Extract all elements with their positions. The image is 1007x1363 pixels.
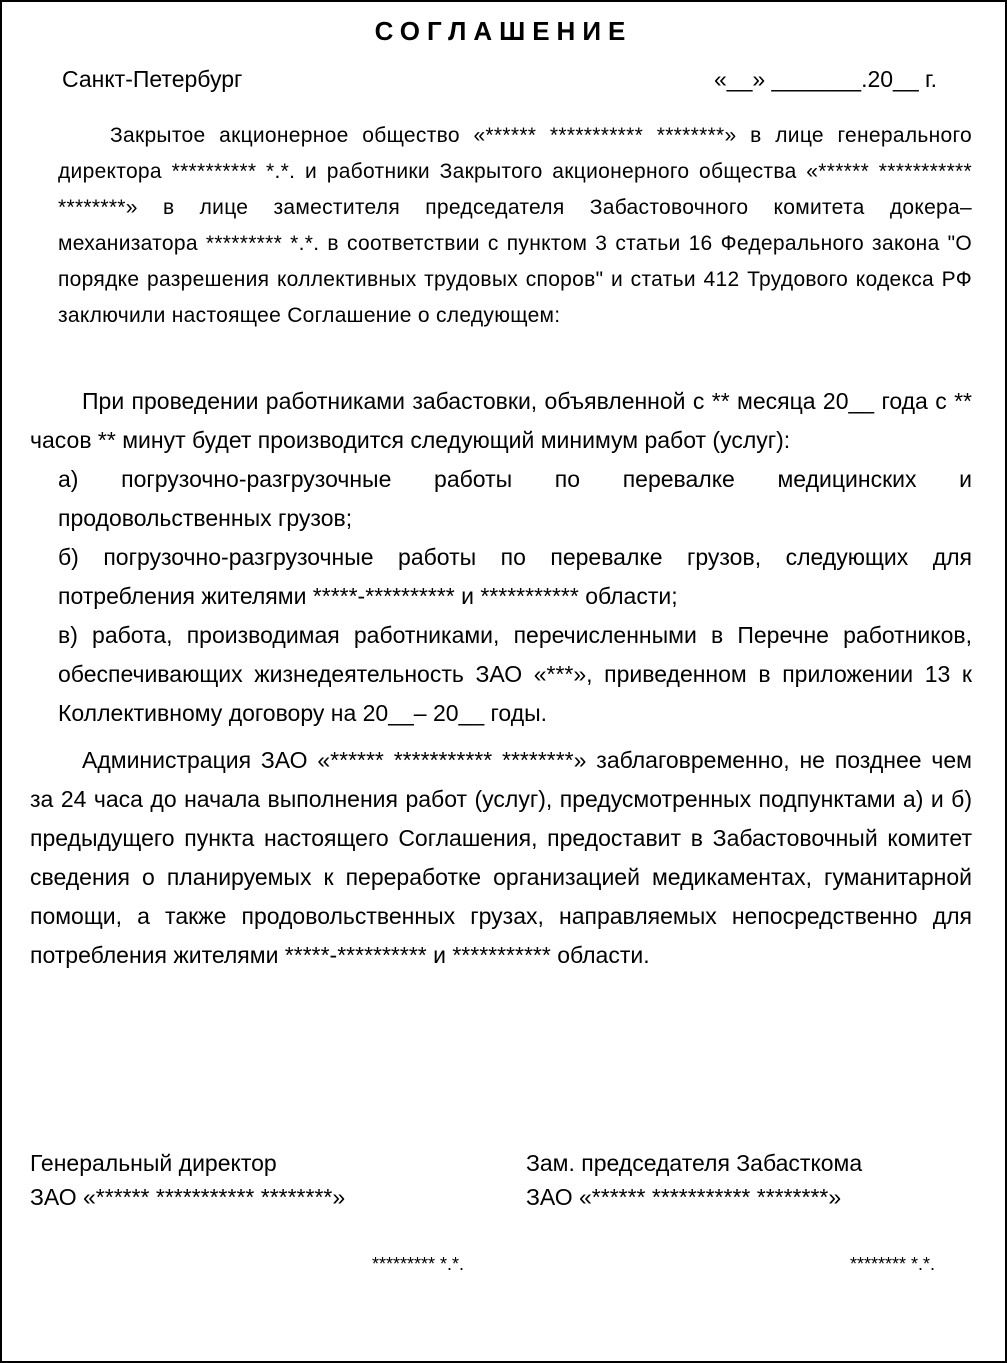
signature-block-left (30, 1146, 345, 1214)
signature-block-right (526, 1146, 862, 1214)
list-item: в) работа, производимая работниками, перечисленными в Перечне работников, обеспечивающих жизнедеятельность ЗАО «***», приведенном в приложении 13 к Коллективному договору на 20__– 20__ годы. (58, 622, 972, 726)
signatory-name-right: ******** *.*. (850, 1254, 936, 1274)
signatory-role: Генеральный директор (30, 1150, 277, 1176)
paragraph-administration: Администрация ЗАО «****** *********** ********» заблаговременно, не позднее чем за 24 часа до начала выполнения работ (услуг), предусмотренных подпунктами а) и б) предыдущего пункта настоящего Соглашения, предоставит в Забастовочный комитет сведения о планируемых к переработке организацией медикаментах, гуманитарной помощи, а также продовольственных грузах, направляемых непосредственно для потребления жителями *****-********** и *********** области. (30, 747, 972, 968)
signatory-org: ЗАО «****** *********** ********» (30, 1184, 346, 1210)
list-item: б) погрузочно-разгрузочные работы по перевалке грузов, следующих для потребления жителями *****-********** и *********** области; (58, 544, 972, 609)
agreement-body (30, 382, 972, 975)
signatory-role: Зам. председателя Забасткома (526, 1150, 863, 1176)
paragraph-minimum-works: При проведении работниками забастовки, объявленной с ** месяца 20__ года с ** часов ** минут будет производится следующий минимум работ (услуг): (30, 388, 972, 453)
list-item: а) погрузочно-разгрузочные работы по перевалке медицинских и продовольственных грузов; (58, 466, 972, 531)
document-date: «__» _______.20__ г. (713, 66, 937, 92)
signatory-org: ЗАО «****** *********** ********» (526, 1184, 842, 1210)
intro-paragraph: Закрытое акционерное общество «****** *********** ********» в лице генерального директора ********** *.*. и работники Закрытого акционерного общества «****** *********** ********» в лице заместителя председателя Забастовочного комитета докера–механизатора ********* *.*. в соответствии с пунктом 3 статьи 16 Федерального закона "О порядке разрешения коллективных трудовых споров" и статьи 412 Трудового кодекса РФ заключили настоящее Соглашение о следующем: (58, 124, 972, 327)
document-title: СОГЛАШЕНИЕ (374, 16, 633, 46)
city-name: Санкт-Петербург (62, 66, 243, 92)
works-list (30, 460, 972, 733)
signatory-name-left: ********* *.*. (372, 1254, 465, 1274)
